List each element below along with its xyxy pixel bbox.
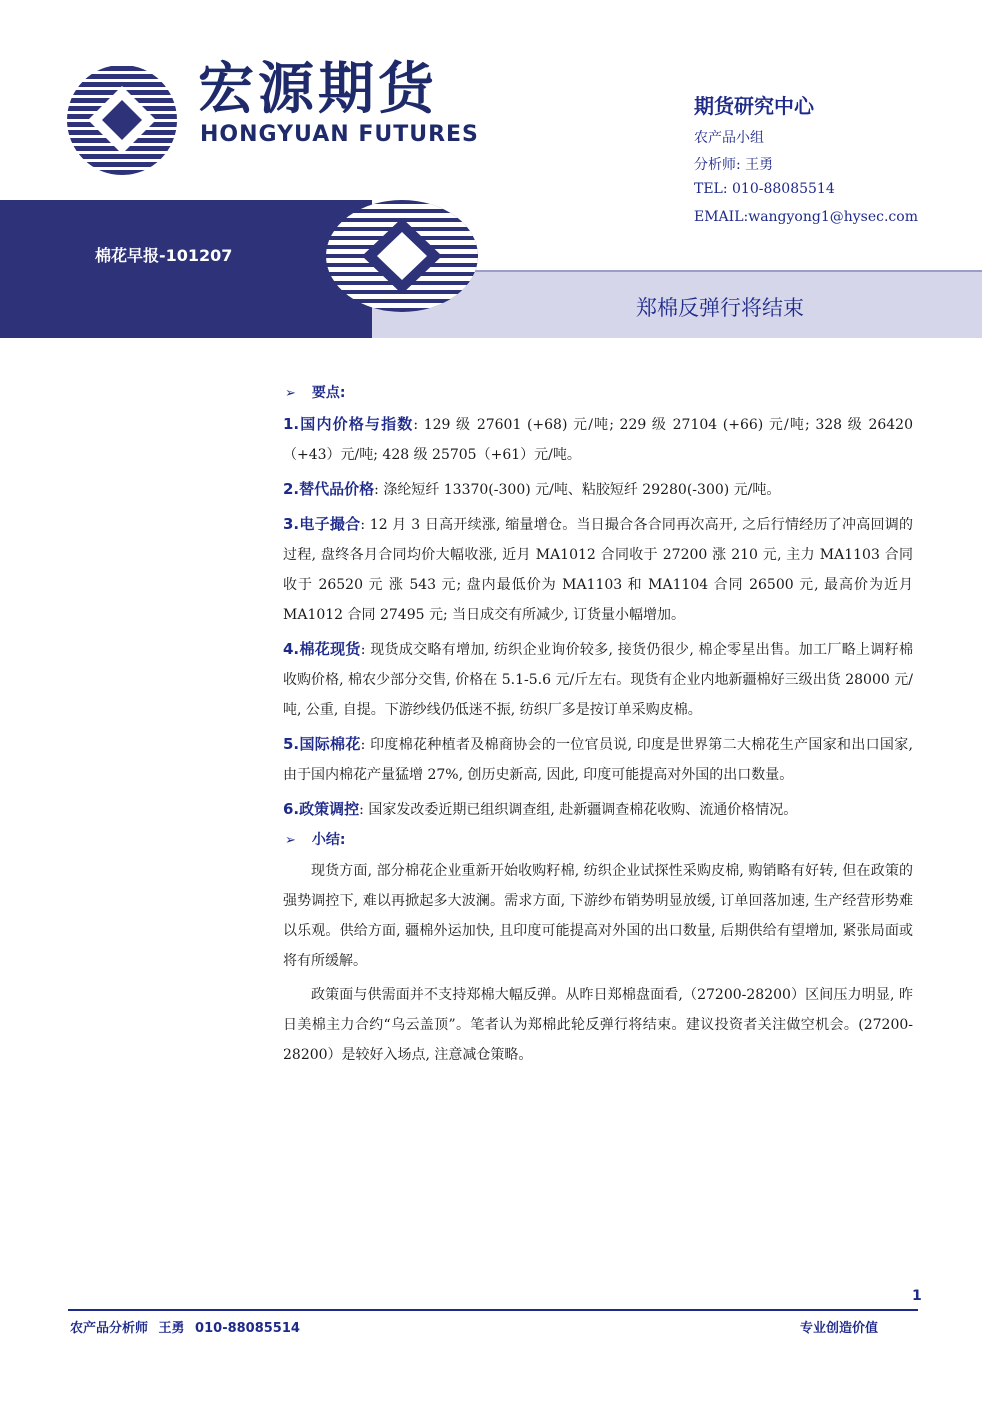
item-title: 国际棉花	[299, 735, 361, 753]
arrow-bullet-icon: ➢	[285, 386, 296, 401]
summary-label: 小结:	[311, 832, 346, 848]
item-text: : 国家发改委近期已组织调查组, 赴新疆调查棉花收购、流通价格情况。	[359, 802, 798, 818]
item-text: : 涤纶短纤 13370(-300) 元/吨、粘胶短纤 29280(-300) 元/吨。	[374, 482, 781, 498]
title-banner	[0, 200, 372, 338]
report-id: 棉花早报-101207	[95, 246, 233, 265]
list-item	[283, 634, 913, 725]
summary-heading	[283, 825, 913, 856]
item-number: 2.	[283, 480, 300, 498]
item-title: 替代品价格	[299, 480, 375, 498]
item-number: 1.	[283, 415, 300, 433]
key-points-heading	[283, 378, 913, 409]
item-title: 政策调控	[299, 800, 360, 818]
list-item	[283, 509, 913, 630]
email-address: EMAIL:wangyong1@hysec.com	[694, 209, 918, 225]
footer-divider	[68, 1309, 918, 1311]
banner-emblem-icon	[326, 200, 478, 312]
logo-cn-text: 宏源期货	[198, 57, 438, 122]
list-item	[283, 729, 913, 790]
item-title: 电子撮合	[299, 515, 361, 533]
list-item	[283, 409, 913, 470]
key-points-label: 要点:	[311, 385, 346, 401]
item-number: 6.	[283, 800, 300, 818]
group-name: 农产品小组	[694, 130, 764, 146]
footer-slogan: 专业创造价值	[800, 1321, 879, 1336]
item-number: 4.	[283, 640, 300, 658]
item-number: 3.	[283, 515, 300, 533]
page-number: 1	[912, 1288, 922, 1304]
company-logo-icon	[66, 64, 178, 176]
item-number: 5.	[283, 735, 300, 753]
report-headline: 郑棉反弹行将结束	[636, 296, 804, 320]
analyst-name: 分析师: 王勇	[694, 157, 774, 173]
item-text: : 12 月 3 日高开续涨, 缩量增仓。当日撮合各合同再次高开, 之后行情经历了冲高回调的过程, 盘终各月合同均价大幅收涨, 近月 MA1012 合同收于 27200 涨 210 元, 主力 MA1103 合同收于 26520 元 涨 543 元; 盘内最低价为 MA1103 和 MA1104 合同 26500 元, 最高价为近月 MA1012 合同 27495 元; 当日成交有所减少, 订货量小幅增加。	[283, 517, 913, 623]
item-title: 国内价格与指数	[299, 415, 414, 433]
report-body	[283, 378, 913, 1070]
summary-paragraph: 现货方面, 部分棉花企业重新开始收购籽棉, 纺织企业试探性采购皮棉, 购销略有好转, 但在政策的强势调控下, 难以再掀起多大波澜。需求方面, 下游纱布销势明显放缓, 订单回落加速, 生产经营形势难以乐观。供给方面, 疆棉外运加快, 且印度可能提高对外国的出口数量, 后期供给有望增加, 紧张局面或将有所缓解。	[283, 863, 913, 969]
list-item	[283, 474, 913, 505]
footer-analyst-info: 农产品分析师 王勇 010-88085514	[70, 1321, 300, 1336]
item-text: : 现货成交略有增加, 纺织企业询价较多, 接货仍很少, 棉企零星出售。加工厂略上调籽棉收购价格, 棉农少部分交售, 价格在 5.1-5.6 元/斤左右。现货有企业内地新疆棉好三级出货 28000 元/吨, 公重, 自提。下游纱线仍低迷不振, 纺织厂多是按订单采购皮棉。	[283, 642, 913, 718]
summary-paragraph: 政策面与供需面并不支持郑棉大幅反弹。从昨日郑棉盘面看,（27200-28200）区间压力明显, 昨日美棉主力合约“乌云盖顶”。笔者认为郑棉此轮反弹行将结束。建议投资者关注做空机会。(27200-28200）是较好入场点, 注意减仓策略。	[283, 987, 913, 1063]
item-title: 棉花现货	[299, 640, 361, 658]
research-center-title: 期货研究中心	[694, 94, 814, 118]
tel-number: TEL: 010-88085514	[694, 181, 835, 197]
item-text: : 129 级 27601 (+68) 元/吨; 229 级 27104 (+66) 元/吨; 328 级 26420 （+43）元/吨; 428 级 25705（+61）元/吨。	[283, 417, 913, 463]
logo-en-text: HONGYUAN FUTURES	[200, 122, 479, 147]
arrow-bullet-icon: ➢	[285, 833, 296, 848]
item-text: : 印度棉花种植者及棉商协会的一位官员说, 印度是世界第二大棉花生产国家和出口国家, 由于国内棉花产量猛增 27%, 创历史新高, 因此, 印度可能提高对外国的出口数量。	[283, 737, 913, 783]
list-item	[283, 794, 913, 825]
